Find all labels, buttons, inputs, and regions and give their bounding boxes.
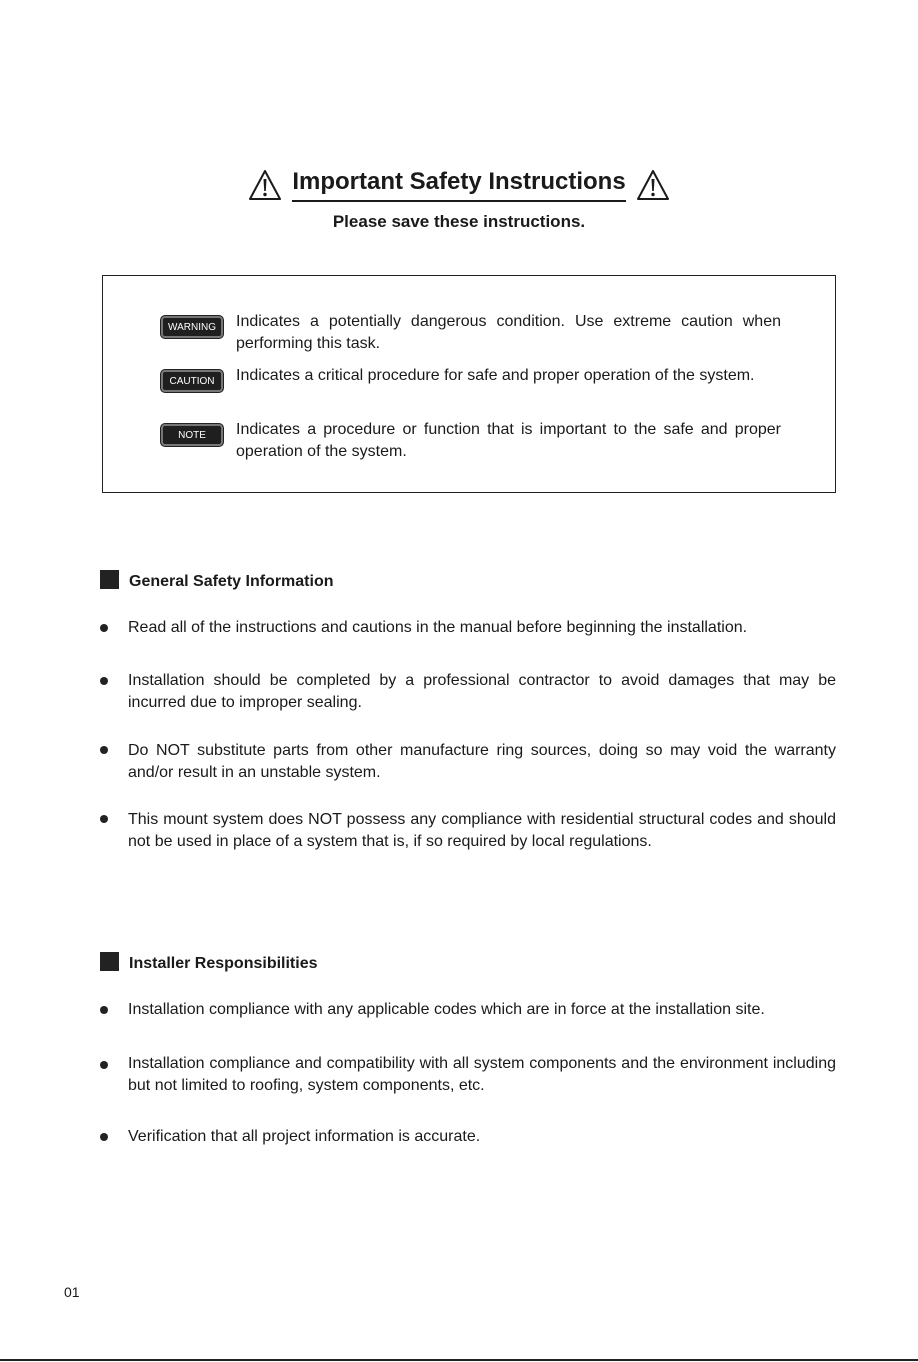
page-title: Important Safety Instructions — [292, 168, 625, 202]
note-tag: NOTE — [161, 424, 223, 446]
list-item: Installation compliance with any applicable codes which are in force at the installation site. — [128, 1001, 765, 1018]
section-heading-text: General Safety Information — [129, 573, 334, 590]
list-item: Installation compliance and compatibility with all system components and the environment including but not limited to roofing, system components, etc. — [128, 1055, 836, 1094]
bullet-icon — [100, 1006, 108, 1014]
list-item: Installation should be completed by a professional contractor to avoid damages that may be incurred due to improper sealing. — [128, 672, 836, 711]
section-heading-general-safety — [100, 570, 334, 591]
warning-tag: WARNING — [161, 316, 223, 338]
square-bullet-icon — [100, 952, 119, 971]
list-item: Read all of the instructions and cautions in the manual before beginning the installation. — [128, 619, 748, 636]
section-heading-installer — [100, 952, 318, 973]
list-item: Verification that all project information is accurate. — [128, 1128, 481, 1145]
bullet-icon — [100, 677, 108, 685]
page-subtitle: Please save these instructions. — [332, 212, 586, 231]
bullet-icon — [100, 746, 108, 754]
warning-triangle-icon — [248, 169, 282, 201]
square-bullet-icon — [100, 570, 119, 589]
warning-description: Indicates a potentially dangerous condition. Use extreme caution when performing this task. — [236, 313, 781, 352]
bullet-icon — [100, 1133, 108, 1141]
legend-box — [102, 275, 836, 493]
note-description: Indicates a procedure or function that is important to the safe and proper operation of the system. — [236, 421, 781, 460]
page-number: 01 — [64, 1284, 80, 1300]
bullet-icon — [100, 624, 108, 632]
caution-description: Indicates a critical procedure for safe and proper operation of the system. — [236, 367, 755, 384]
list-item: This mount system does NOT possess any compliance with residential structural codes and should not be used in place of a system that is, if so required by local regulations. — [128, 811, 836, 850]
bullet-icon — [100, 815, 108, 823]
warning-triangle-icon — [636, 169, 670, 201]
list-item: Do NOT substitute parts from other manufacture ring sources, doing so may void the warranty and/or result in an unstable system. — [128, 742, 836, 781]
bullet-icon — [100, 1061, 108, 1069]
bottom-rule — [0, 1359, 918, 1361]
title-row — [0, 168, 918, 208]
caution-tag: CAUTION — [161, 370, 223, 392]
section-heading-text: Installer Responsibilities — [129, 955, 318, 972]
